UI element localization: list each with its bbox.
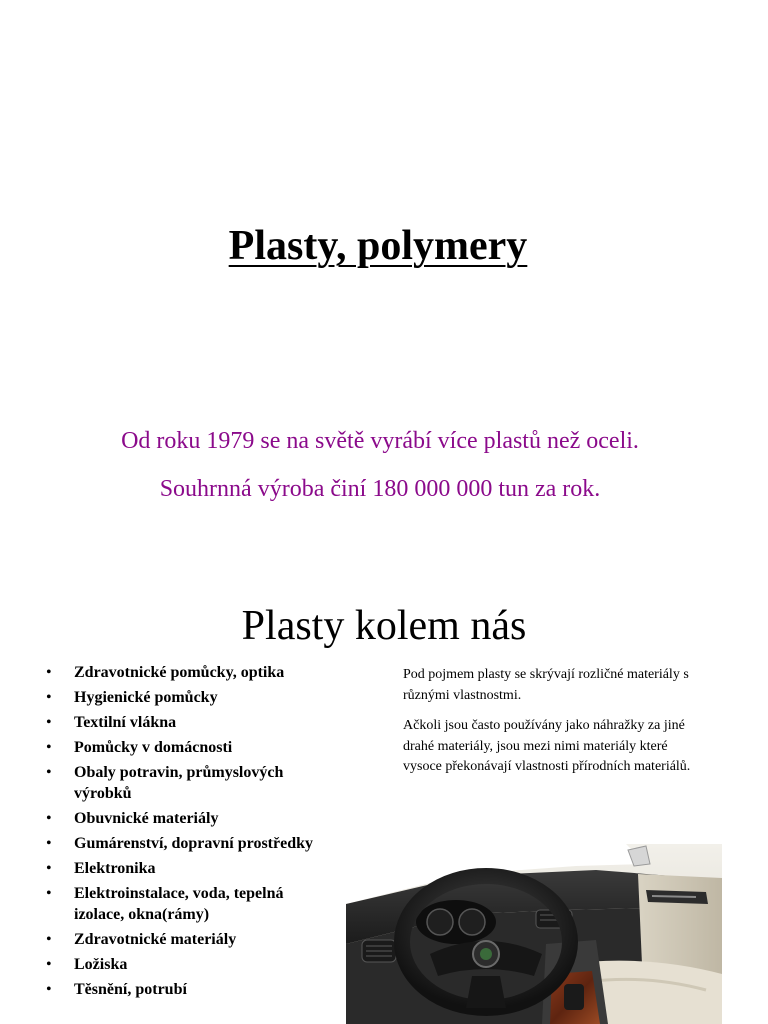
list-item — [40, 833, 330, 854]
list-item-label: Elektroinstalace, voda, tepelná izolace, okna(rámy) — [74, 885, 284, 923]
list-item-label: Obuvnické materiály — [74, 810, 219, 827]
list-item — [40, 929, 330, 950]
car-interior-illustration — [346, 844, 722, 1024]
bullet-icon: • — [46, 860, 52, 877]
list-item — [40, 687, 330, 708]
intro-line-1: Od roku 1979 se na světě vyrábí více plastů než oceli. — [121, 428, 639, 454]
list-item-label: Elektronika — [74, 860, 156, 877]
bullet-icon: • — [46, 689, 52, 706]
list-item — [40, 737, 330, 758]
bullet-icon: • — [46, 956, 52, 973]
bullet-icon: • — [46, 764, 52, 781]
list-item — [40, 762, 330, 804]
bullet-icon: • — [46, 835, 52, 852]
list-item-label: Těsnění, potrubí — [74, 981, 187, 998]
bullet-icon: • — [46, 931, 52, 948]
bullet-icon: • — [46, 739, 52, 756]
bullet-icon: • — [46, 885, 52, 902]
list-item-label: Textilní vlákna — [74, 714, 177, 731]
page-title: Plasty, polymery — [228, 223, 528, 269]
list-item — [40, 858, 330, 879]
list-item — [40, 979, 330, 1000]
list-item-label: Zdravotnické pomůcky, optika — [74, 664, 285, 681]
list-item — [40, 954, 330, 975]
list-item-label: Zdravotnické materiály — [74, 931, 237, 948]
intro-line-2: Souhrnná výroba činí 180 000 000 tun za rok. — [159, 476, 601, 502]
bullet-icon: • — [46, 981, 52, 998]
list-item-label: Hygienické pomůcky — [74, 689, 218, 706]
list-item — [40, 808, 330, 829]
list-item — [40, 662, 330, 683]
description-paragraph-1: Pod pojmem plasty se skrývají rozličné materiály s různými vlastnostmi. — [403, 667, 689, 703]
car-interior-photo — [346, 844, 722, 1024]
bullet-icon: • — [46, 664, 52, 681]
list-item-label: Ložiska — [74, 956, 128, 973]
description-paragraph-2: Ačkoli jsou často používány jako náhražky za jiné drahé materiály, jsou mezi nimi materiály které vysoce překonávají vlastnosti přírodních materiálů. — [403, 718, 691, 774]
bullet-icon: • — [46, 810, 52, 827]
uses-list — [40, 662, 330, 1004]
list-item-label: Pomůcky v domácnosti — [74, 739, 233, 756]
section-title: Plasty kolem nás — [241, 603, 527, 649]
list-item — [40, 712, 330, 733]
bullet-icon: • — [46, 714, 52, 731]
list-item-label: Gumárenství, dopravní prostředky — [74, 835, 313, 852]
list-item-label: Obaly potravin, průmyslových výrobků — [74, 764, 284, 802]
list-item — [40, 883, 330, 925]
